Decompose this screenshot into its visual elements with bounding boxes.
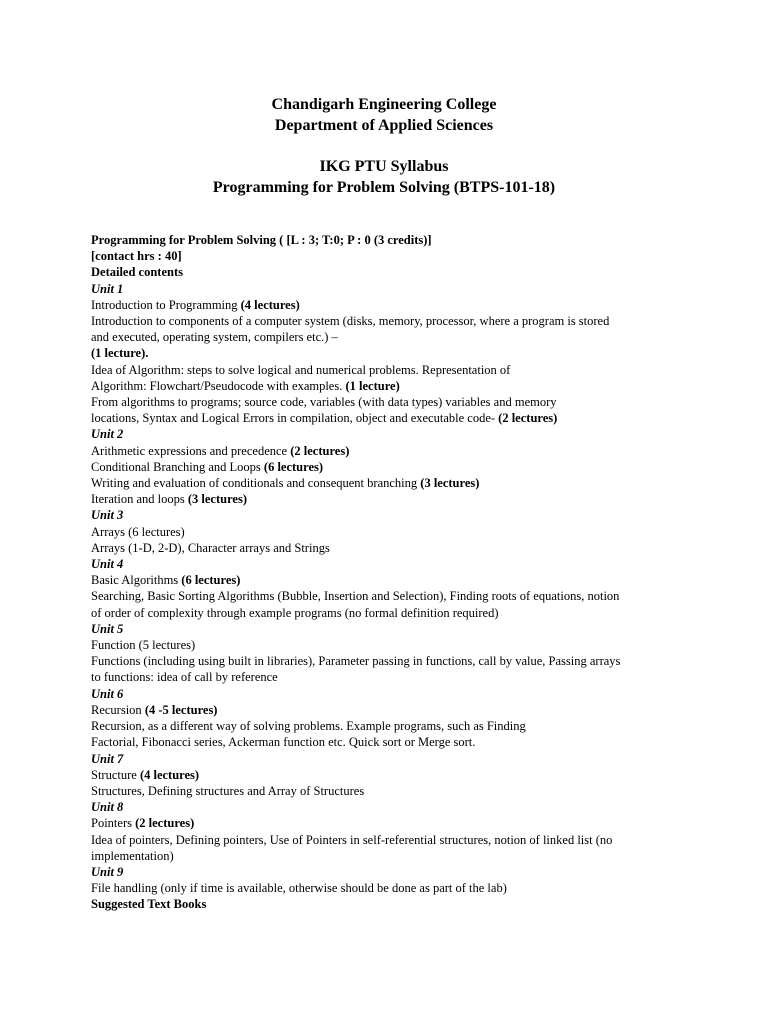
topic-text: Writing and evaluation of conditionals and consequent branching — [91, 476, 421, 491]
unit-line: and executed, operating system, compilers etc.) – — [91, 330, 338, 345]
unit-line — [91, 491, 691, 507]
lecture-count: (1 lecture) — [345, 378, 400, 393]
suggested-text-books-heading: Suggested Text Books — [91, 897, 207, 912]
lecture-count: (2 lectures) — [290, 443, 350, 458]
unit-heading: Unit 2 — [91, 427, 124, 442]
topic-text: Iteration and loops — [91, 492, 188, 507]
unit-heading: Unit 4 — [91, 557, 124, 572]
lecture-count: (1 lecture). — [91, 346, 149, 361]
contact-hours: [contact hrs : 40] — [91, 249, 182, 264]
unit-line — [91, 702, 691, 718]
unit-line — [91, 297, 691, 313]
unit-line — [91, 378, 691, 394]
unit-heading: Unit 6 — [91, 686, 124, 701]
college-name: Chandigarh Engineering College — [271, 96, 497, 113]
unit-heading: Unit 3 — [91, 508, 124, 523]
topic-text: Arithmetic expressions and precedence — [91, 443, 291, 458]
department-name: Department of Applied Sciences — [274, 117, 494, 134]
lecture-count: (2 lectures) — [498, 411, 558, 426]
unit-line: File handling (only if time is available, otherwise should be done as part of the lab) — [91, 881, 507, 896]
lecture-count: (4 lectures) — [240, 297, 300, 312]
unit-line: Idea of pointers, Defining pointers, Use of Pointers in self-referential structures, notion of linked list (no — [91, 832, 613, 847]
topic-text: Algorithm: Flowchart/Pseudocode with examples. — [91, 378, 346, 393]
unit-line: Arrays (6 lectures) — [91, 524, 185, 539]
unit-line — [91, 815, 691, 831]
unit-line: Introduction to components of a computer system (disks, memory, processor, where a program is stored — [91, 314, 610, 329]
topic-text: Basic Algorithms — [91, 573, 182, 588]
syllabus-content — [91, 232, 691, 913]
unit-line — [91, 443, 691, 459]
unit-line: From algorithms to programs; source code, variables (with data types) variables and memory — [91, 395, 557, 410]
lecture-count: (2 lectures) — [135, 816, 195, 831]
course-title: Programming for Problem Solving (BTPS-101-18) — [212, 179, 556, 196]
unit-line: Recursion, as a different way of solving problems. Example programs, such as Finding — [91, 719, 526, 734]
unit-heading: Unit 9 — [91, 864, 124, 879]
unit-line — [91, 459, 691, 475]
unit-line: Function (5 lectures) — [91, 638, 196, 653]
topic-text: Recursion — [91, 702, 145, 717]
syllabus-title: IKG PTU Syllabus — [319, 158, 449, 175]
unit-line — [91, 410, 691, 426]
unit-line: to functions: idea of call by reference — [91, 670, 278, 685]
unit-line: Functions (including using built in libraries), Parameter passing in functions, call by value, Passing arrays — [91, 654, 621, 669]
unit-heading: Unit 7 — [91, 751, 124, 766]
topic-text: Conditional Branching and Loops — [91, 459, 264, 474]
lecture-count: (3 lectures) — [420, 476, 480, 491]
topic-text: Structure — [91, 767, 140, 782]
lecture-count: (4 lectures) — [139, 767, 200, 782]
unit-line — [91, 767, 691, 783]
unit-line — [91, 572, 691, 588]
unit-line: Factorial, Fibonacci series, Ackerman function etc. Quick sort or Merge sort. — [91, 735, 476, 750]
lecture-count: (6 lectures) — [181, 573, 241, 588]
unit-heading: Unit 1 — [91, 281, 124, 296]
course-line: Programming for Problem Solving ( [L : 3; T:0; P : 0 (3 credits)] — [91, 233, 432, 247]
lecture-count: (6 lectures) — [263, 459, 324, 474]
unit-line: implementation) — [91, 848, 174, 863]
unit-line: Arrays (1-D, 2-D), Character arrays and Strings — [91, 540, 330, 555]
unit-line: Structures, Defining structures and Array of Structures — [91, 783, 365, 798]
unit-line: Idea of Algorithm: steps to solve logical and numerical problems. Representation of — [91, 362, 511, 377]
unit-line: Searching, Basic Sorting Algorithms (Bubble, Insertion and Selection), Finding roots of equations, notion — [91, 589, 620, 604]
unit-heading: Unit 5 — [91, 621, 124, 636]
detailed-contents-heading: Detailed contents — [91, 265, 183, 280]
lecture-count: (3 lectures) — [187, 492, 247, 507]
topic-text: locations, Syntax and Logical Errors in compilation, object and executable code- — [91, 411, 499, 426]
unit-heading: Unit 8 — [91, 800, 124, 815]
topic-text: Pointers — [91, 816, 136, 831]
lecture-count: (4 -5 lectures) — [144, 702, 218, 717]
topic-text: Introduction to Programming — [91, 297, 241, 312]
unit-line — [91, 475, 691, 491]
unit-line: of order of complexity through example programs (no formal definition required) — [91, 605, 499, 620]
